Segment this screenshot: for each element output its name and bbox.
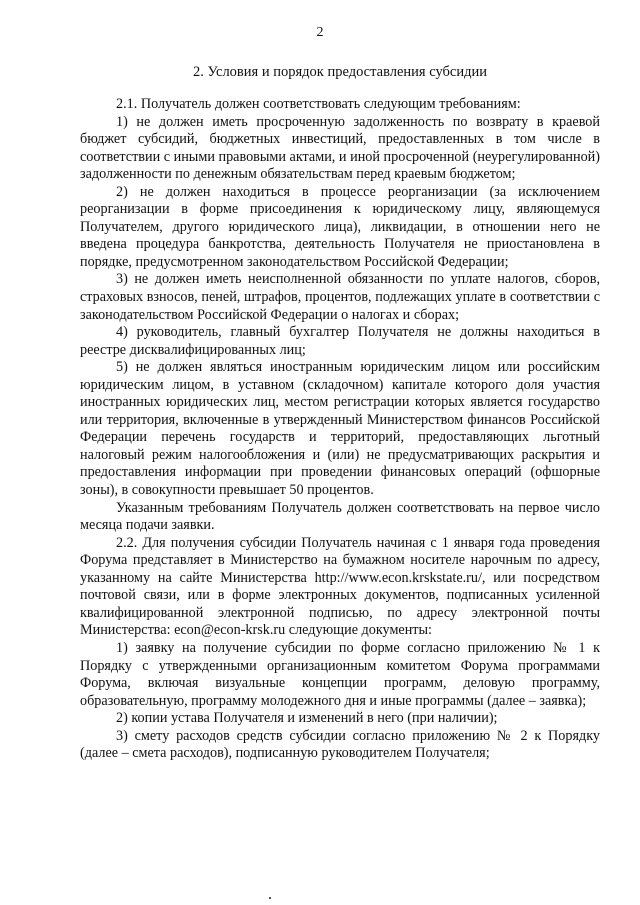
paragraph-requirement-5: 5) не должен являться иностранным юридическим лицом или российским юридическим лицом, в уставном (складочном) капитале которого доля участия иностранных юридических лиц, местом регистрации которых является государство или территория, включенные в утвержденный Министерством финансов Российской Федерации перечень государств и территорий, предоставляющих льготный налоговый режим налогообложения и (или) не предусматривающих раскрытия и предоставления информации при проведении финансовых операций (офшорные зоны), в совокупности превышает 50 процентов. <box>80 359 600 499</box>
paragraph-compliance-date: Указанным требованиям Получатель должен соответствовать на первое число месяца подачи заявки. <box>80 499 600 534</box>
paragraph-requirement-3: 3) не должен иметь неисполненной обязанности по уплате налогов, сборов, страховых взносов, пеней, штрафов, процентов, подлежащих уплате в соответствии с законодательством Российской Федерации о налогах и сборах; <box>80 271 600 323</box>
paragraph-document-3: 3) смету расходов средств субсидии согласно приложению № 2 к Порядку (далее – смета расходов), подписанную руководителем Получателя; <box>80 727 600 762</box>
paragraph-document-1: 1) заявку на получение субсидии по форме согласно приложению № 1 к Порядку с утвержденными организационным комитетом Форума программами Форума, включая визуальные концепции программ, деловую программу, образовательную, программу молодежного дня и иные программы (далее – заявка); <box>80 639 600 709</box>
paragraph-document-2: 2) копии устава Получателя и изменений в него (при наличии); <box>116 710 498 727</box>
paragraph-requirement-4: 4) руководитель, главный бухгалтер Получателя не должны находиться в реестре дисквалифицированных лиц; <box>80 324 600 358</box>
paragraph-2-1-intro: 2.1. Получатель должен соответствовать следующим требованиям: <box>116 96 521 112</box>
section-title: 2. Условия и порядок предоставления субсидии <box>192 64 487 80</box>
paragraph-requirement-2: 2) не должен находиться в процессе реорганизации (за исключением реорганизации в форме присоединения к юридическому лицу, являющемуся Получателем, другого юридического лица), ликвидации, в отношении него не введена процедура банкротства, деятельность Получателя не приостановлена в порядке, предусмотренном законодательством Российской Федерации; <box>80 183 600 270</box>
page-number: 2 <box>316 25 324 40</box>
paragraph-2-2-intro: 2.2. Для получения субсидии Получатель начиная с 1 января года проведения Форума представляет в Министерство на бумажном носителе нарочным по адресу, указанному на сайте Министерства http://www.econ.krskstate.ru/, или посредством почтовой связи, или в форме электронных документов, подписанных усиленной квалифицированной электронной подписью, по адресу электронной почты Министерства: econ@econ-krsk.ru следующие документы: <box>80 534 600 639</box>
scan-speck <box>269 897 271 899</box>
paragraph-requirement-1: 1) не должен иметь просроченную задолженность по возврату в краевой бюджет субсидий, бюджетных инвестиций, предоставленных в том числе в соответствии с иными правовыми актами, и иной просроченной (неурегулированной) задолженности по денежным обязательствам перед краевым бюджетом; <box>80 113 600 183</box>
document-body <box>80 96 600 763</box>
